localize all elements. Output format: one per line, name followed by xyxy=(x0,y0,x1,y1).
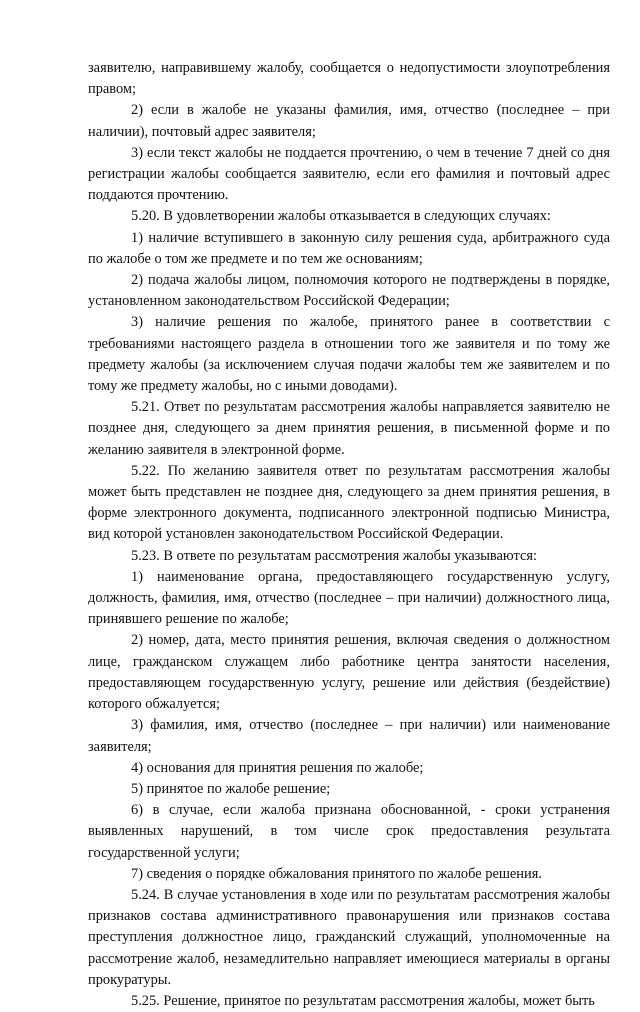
paragraph-12: 2) номер, дата, место принятия решения, включая сведения о должностном лице, гражданском служащем либо работнике центра занятости населения, предоставляющем государственную услугу, решение или действия (бездействие) которого обжалуется; xyxy=(88,632,610,713)
paragraph-7: 3) наличие решения по жалобе, принятого ранее в соответствии с требованиями настоящего раздела в отношении того же заявителя и по тому же предмету жалобы (за исключением случая подачи жалобы тем же заявителем и по тому же предмету жалобы, но с иными доводами). xyxy=(88,314,610,395)
paragraph-2: 2) если в жалобе не указаны фамилия, имя, отчество (последнее – при наличии), почтовый адрес заявителя; xyxy=(88,102,610,140)
paragraph-18: 5.24. В случае установления в ходе или по результатам рассмотрения жалобы признаков состава административного правонарушения или признаков состава преступления должностное лицо, гражданский служащий, уполномоченные на рассмотрение жалоб, незамедлительно направляет имеющиеся материалы в органы прокуратуры. xyxy=(88,886,610,988)
paragraph-16: 6) в случае, если жалоба признана обоснованной, - сроки устранения выявленных нарушений, в том числе срок предоставления результата государственной услуги; xyxy=(88,802,610,861)
paragraph-13: 3) фамилия, имя, отчество (последнее – при наличии) или наименование заявителя; xyxy=(88,717,610,755)
paragraph-8: 5.21. Ответ по результатам рассмотрения жалобы направляется заявителю не позднее дня, следующего за днем принятия решения, в письменной форме и по желанию заявителя в электронной форме. xyxy=(88,399,610,458)
paragraph-17: 7) сведения о порядке обжалования принятого по жалобе решения. xyxy=(131,865,542,882)
paragraph-1: заявителю, направившему жалобу, сообщается о недопустимости злоупотребления правом; xyxy=(88,60,610,98)
paragraph-10: 5.23. В ответе по результатам рассмотрения жалобы указываются: xyxy=(131,547,537,564)
paragraph-11: 1) наименование органа, предоставляющего государственную услугу, должность, фамилия, имя, отчество (последнее – при наличии) должностного лица, принявшего решение по жалобе; xyxy=(88,568,610,628)
paragraph-4: 5.20. В удовлетворении жалобы отказывается в следующих случаях: xyxy=(131,208,551,225)
paragraph-3: 3) если текст жалобы не поддается прочтению, о чем в течение 7 дней со дня регистрации жалобы сообщается заявителю, если его фамилия и почтовый адрес поддаются прочтению. xyxy=(88,144,610,204)
paragraph-6: 2) подача жалобы лицом, полномочия которого не подтверждены в порядке, установленном законодательством Российской Федерации; xyxy=(88,272,610,310)
paragraph-15: 5) принятое по жалобе решение; xyxy=(131,780,331,797)
paragraph-19: 5.25. Решение, принятое по результатам рассмотрения жалобы, может быть xyxy=(131,992,595,1009)
paragraph-9: 5.22. По желанию заявителя ответ по результатам рассмотрения жалобы может быть представлен не позднее дня, следующего за днем принятия решения, в форме электронного документа, подписанного электронной подписью Министра, вид которой установлен законодательством Российской Федерации. xyxy=(88,462,610,543)
paragraph-14: 4) основания для принятия решения по жалобе; xyxy=(131,759,424,776)
paragraph-5: 1) наличие вступившего в законную силу решения суда, арбитражного суда по жалобе о том же предмете и по тем же основаниям; xyxy=(88,229,610,267)
